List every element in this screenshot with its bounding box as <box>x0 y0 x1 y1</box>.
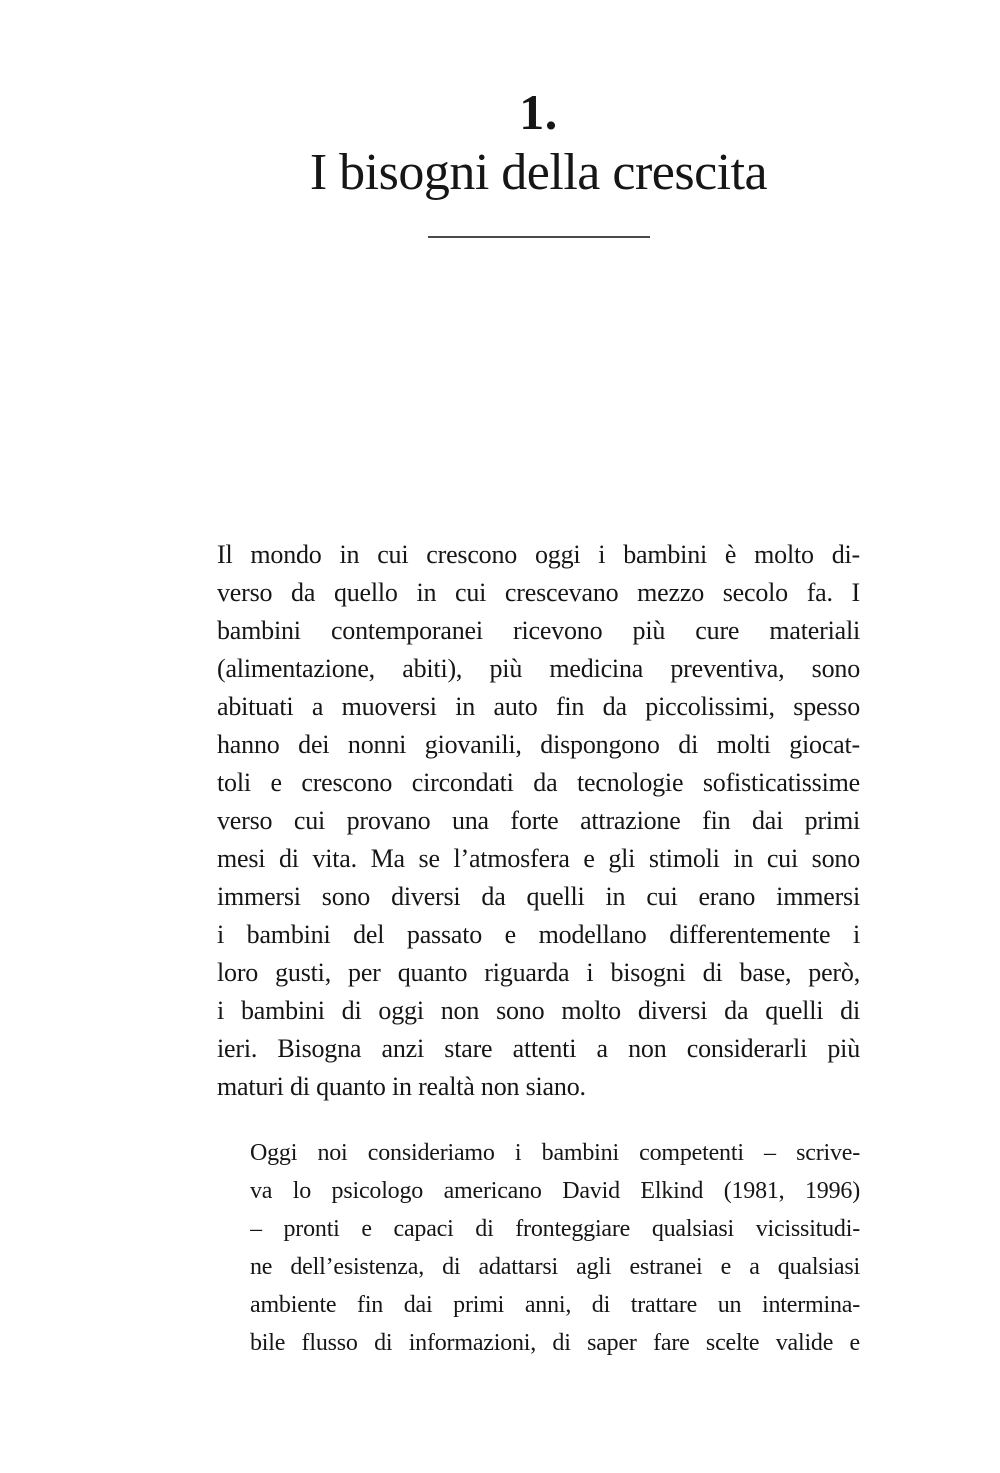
chapter-header <box>217 86 860 238</box>
text-line: ieri. Bisogna anzi stare attenti a non considerarli più <box>217 1034 860 1063</box>
text-line: verso da quello in cui crescevano mezzo secolo fa. I <box>217 578 860 607</box>
title-divider <box>428 236 650 238</box>
text-line: bambini contemporanei ricevono più cure materiali <box>217 616 860 645</box>
text-line: hanno dei nonni giovanili, dispongono di molti giocat- <box>217 730 860 759</box>
text-line: ambiente fin dai primi anni, di trattare un intermina- <box>250 1292 860 1318</box>
text-line: i bambini del passato e modellano differentemente i <box>217 920 860 949</box>
paragraph-quote <box>250 1134 860 1362</box>
text-line: Oggi noi consideriamo i bambini competenti – scrive- <box>250 1140 860 1166</box>
text-line: bile flusso di informazioni, di saper fare scelte valide e <box>250 1330 860 1356</box>
text-line: verso cui provano una forte attrazione fin dai primi <box>217 806 860 835</box>
text-line: (alimentazione, abiti), più medicina preventiva, sono <box>217 654 860 683</box>
text-line: ne dell’esistenza, di adattarsi agli estranei e a qualsiasi <box>250 1254 860 1280</box>
paragraph-main <box>217 536 860 1106</box>
text-line: Il mondo in cui crescono oggi i bambini è molto di- <box>217 540 860 569</box>
text-line: abituati a muoversi in auto fin da piccolissimi, spesso <box>217 692 860 721</box>
text-line: va lo psicologo americano David Elkind (1981, 1996) <box>250 1178 860 1204</box>
chapter-number: 1. <box>519 84 558 140</box>
text-line: – pronti e capaci di fronteggiare qualsiasi vicissitudi- <box>250 1216 860 1242</box>
text-line: toli e crescono circondati da tecnologie sofisticatissime <box>217 768 860 797</box>
text-line: i bambini di oggi non sono molto diversi da quelli di <box>217 996 860 1025</box>
text-line: mesi di vita. Ma se l’atmosfera e gli stimoli in cui sono <box>217 844 860 873</box>
text-line: maturi di quanto in realtà non siano. <box>217 1072 586 1101</box>
text-line: immersi sono diversi da quelli in cui erano immersi <box>217 882 860 911</box>
text-line: loro gusti, per quanto riguarda i bisogni di base, però, <box>217 958 860 987</box>
chapter-title: I bisogni della crescita <box>309 144 768 201</box>
